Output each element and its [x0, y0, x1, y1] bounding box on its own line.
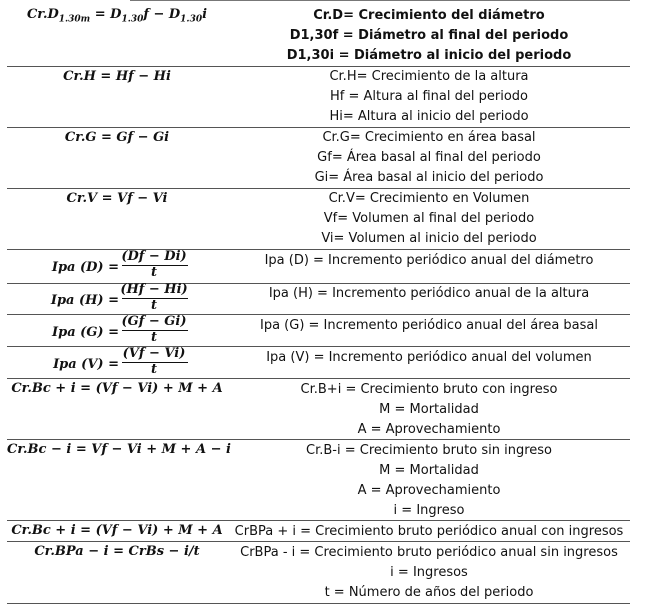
definition-line: D1,30i = Diámetro al inicio del periodo [286, 48, 572, 63]
definition-line: Ipa (H) = Incremento periódico anual de la altura [268, 286, 590, 301]
definition-line: i = Ingresos [390, 565, 468, 580]
definition-line: Cr.G= Crecimiento en área basal [322, 130, 536, 145]
row-divider [7, 603, 630, 604]
formula-ipa-volume [7, 346, 227, 380]
row-divider [7, 378, 630, 379]
definition-line: Ipa (G) = Incremento periódico anual del área basal [259, 318, 599, 333]
row-divider [7, 520, 630, 521]
formula-ipa-height [7, 282, 227, 316]
formula-lhs: Ipa (V) = [53, 357, 119, 372]
fraction-numerator: (Gf − Gi) [121, 314, 187, 329]
row-divider [7, 127, 630, 128]
definition-line: Cr.B+i = Crecimiento bruto con ingreso [300, 382, 558, 397]
fraction-numerator: (Vf − Vi) [122, 346, 186, 361]
formula-lhs: Ipa (G) = [52, 325, 119, 340]
row-divider [7, 249, 630, 250]
definition-line: Cr.V= Crecimiento en Volumen [328, 191, 530, 206]
definition-line: M = Mortalidad [379, 463, 479, 478]
formula-periodic-gross-growth-without-ingrowth: Cr.BPa − i = CrBs − i/t [34, 544, 200, 559]
definition-line: Gf= Área basal al final del periodo [317, 150, 541, 165]
definition-line: CrBPa + i = Crecimiento bruto periódico anual con ingresos [234, 524, 624, 539]
top-border [130, 0, 630, 1]
definition-line: Gi= Área basal al inicio del periodo [314, 170, 544, 185]
definition-line: Hf = Altura al final del periodo [329, 89, 528, 104]
definition-line: A = Aprovechamiento [357, 483, 501, 498]
definition-line: M = Mortalidad [379, 402, 479, 417]
row-divider [7, 314, 630, 315]
row-divider [7, 541, 630, 542]
definition-line: Vi= Volumen al inicio del periodo [321, 231, 537, 246]
formula-gross-growth-without-ingrowth: Cr.Bc − i = Vf − Vi + M + A − i [7, 442, 231, 457]
fraction-numerator: (Hf − Hi) [120, 282, 188, 297]
row-divider [7, 66, 630, 67]
row-divider [7, 188, 630, 189]
row-divider [7, 346, 630, 347]
definition-line: A = Aprovechamiento [357, 422, 501, 437]
formula-lhs: Ipa (D) = [51, 260, 119, 275]
definition-line: t = Número de años del periodo [324, 585, 534, 600]
formula-volume-growth: Cr.V = Vf − Vi [66, 191, 168, 206]
definition-line: Cr.H= Crecimiento de la altura [329, 69, 529, 84]
definition-line: Cr.B-i = Crecimiento bruto sin ingreso [306, 443, 552, 458]
formula-periodic-gross-growth-with-ingrowth: Cr.Bc + i = (Vf − Vi) + M + A [11, 523, 223, 538]
definition-line: Vf= Volumen al final del periodo [323, 211, 535, 226]
formula-ipa-basal-area [7, 314, 227, 348]
fraction-numerator: (Df − Di) [121, 249, 187, 264]
formula-ipa-diameter [7, 249, 227, 283]
definition-line: CrBPa - i = Crecimiento bruto periódico anual sin ingresos [240, 545, 618, 560]
formula-gross-growth-with-ingrowth: Cr.Bc + i = (Vf − Vi) + M + A [11, 381, 223, 396]
formula-height-growth: Cr.H = Hf − Hi [63, 69, 171, 84]
definition-line: D1,30f = Diámetro al final del periodo [289, 28, 569, 43]
formula-basal-area-growth: Cr.G = Gf − Gi [64, 130, 170, 145]
row-divider [7, 283, 630, 284]
row-divider [7, 439, 630, 440]
definition-line: i = Ingreso [393, 503, 465, 518]
fraction-denominator: t [150, 265, 157, 280]
definition-line: Hi= Altura al inicio del periodo [329, 109, 529, 124]
formula-diameter-growth: $Cr.D_{1.30m} = D_{1.30}f - D_{1.30}i$ [26, 7, 208, 25]
fraction-denominator: t [150, 330, 157, 345]
definition-line: Ipa (D) = Incremento periódico anual del diámetro [264, 253, 594, 268]
fraction-denominator: t [150, 298, 157, 313]
definition-line: Cr.D= Crecimiento del diámetro [313, 8, 545, 23]
formula-lhs: Ipa (H) = [50, 293, 119, 308]
fraction-denominator: t [150, 362, 157, 377]
definition-line: Ipa (V) = Incremento periódico anual del volumen [266, 350, 592, 365]
